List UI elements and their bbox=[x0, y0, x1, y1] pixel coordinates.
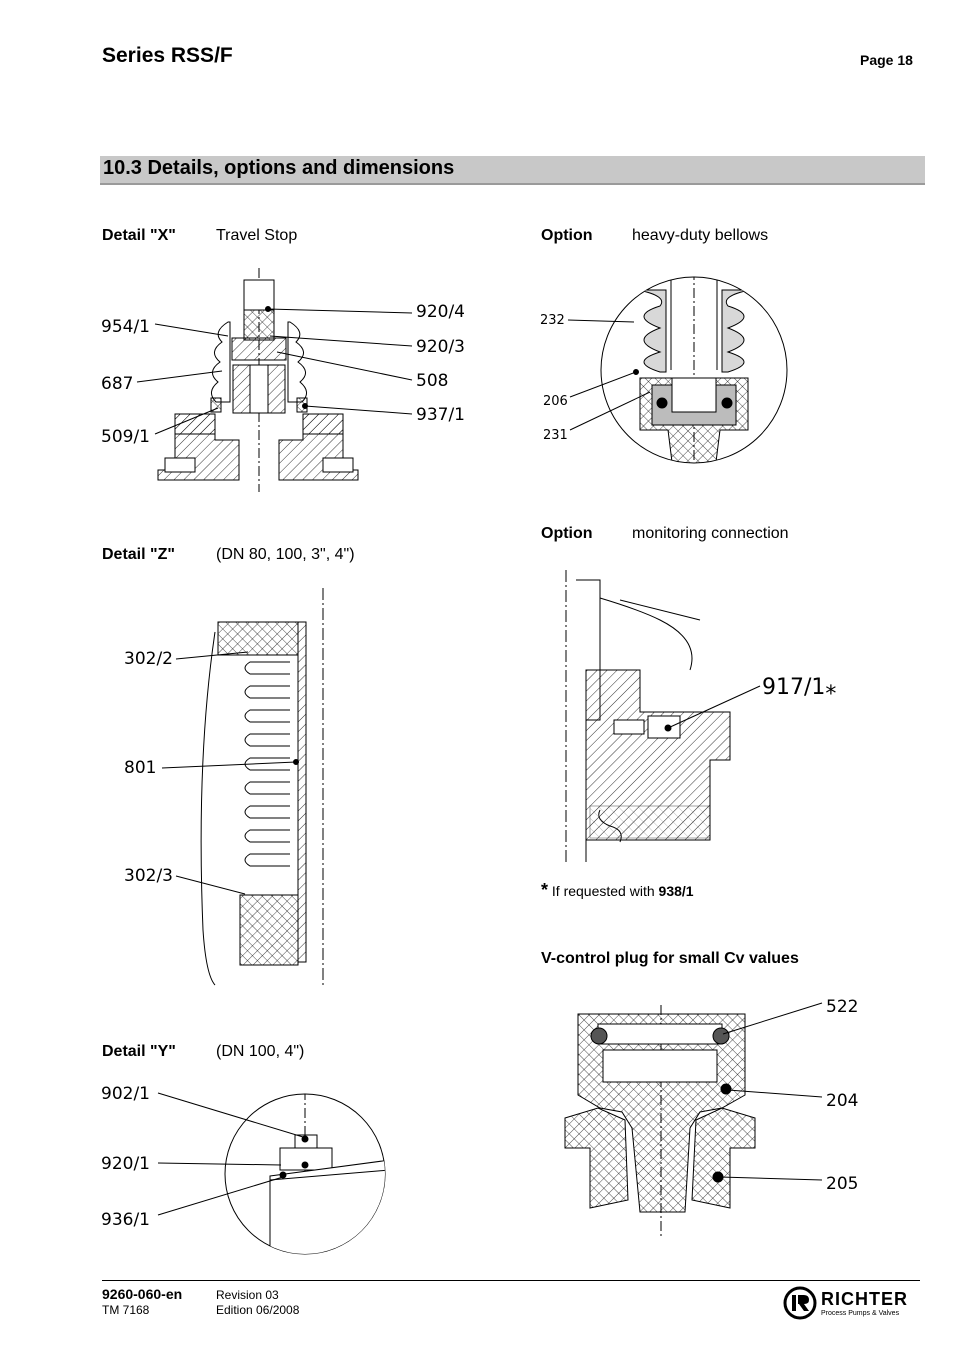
v-part-205: 205 bbox=[826, 1174, 859, 1194]
b-part-206: 206 bbox=[543, 394, 568, 409]
x-part-937-1: 937/1 bbox=[416, 405, 465, 425]
z-part-302-3: 302/3 bbox=[124, 866, 173, 886]
richter-logo-icon bbox=[783, 1286, 817, 1320]
detail-y-drawing bbox=[158, 1090, 390, 1260]
option-monitor-label: Option bbox=[541, 525, 593, 542]
y-part-920-1: 920/1 bbox=[101, 1154, 150, 1174]
x-part-508: 508 bbox=[416, 371, 449, 391]
detail-z-desc: (DN 80, 100, 3", 4") bbox=[216, 546, 355, 563]
vcontrol-title: V-control plug for small Cv values bbox=[541, 950, 799, 967]
tm-number: TM 7168 bbox=[102, 1303, 150, 1317]
x-part-509-1: 509/1 bbox=[101, 427, 150, 447]
brand-name: RICHTER bbox=[821, 1289, 908, 1309]
revision: Revision 03 bbox=[216, 1288, 279, 1302]
footnote-text: If requested with bbox=[551, 883, 659, 899]
footnote-ref: 938/1 bbox=[658, 883, 694, 899]
v-part-522: 522 bbox=[826, 997, 859, 1017]
doc-number: 9260-060-en bbox=[102, 1286, 183, 1302]
detail-z-label: Detail "Z" bbox=[102, 546, 175, 563]
z-part-302-2: 302/2 bbox=[124, 649, 173, 669]
x-part-920-3: 920/3 bbox=[416, 337, 465, 357]
edition: Edition 06/2008 bbox=[216, 1303, 300, 1317]
option-monitor-drawing bbox=[566, 570, 760, 862]
b-part-231: 231 bbox=[543, 428, 568, 443]
richter-logo bbox=[783, 1286, 918, 1322]
section-title: 10.3 Details, options and dimensions bbox=[103, 157, 455, 179]
x-part-954-1: 954/1 bbox=[101, 317, 150, 337]
page-number: Page 18 bbox=[860, 52, 913, 68]
option-bellows-drawing bbox=[568, 270, 787, 475]
brand-tagline: Process Pumps & Valves bbox=[821, 1310, 900, 1317]
x-part-920-4: 920/4 bbox=[416, 302, 465, 322]
v-part-204: 204 bbox=[826, 1091, 859, 1111]
series-title: Series RSS/F bbox=[102, 44, 233, 67]
b-part-232: 232 bbox=[540, 313, 565, 328]
detail-z-drawing bbox=[162, 588, 323, 985]
option-bellows-label: Option bbox=[541, 227, 593, 244]
option-monitor-desc: monitoring connection bbox=[632, 525, 789, 542]
vcontrol-drawing bbox=[565, 1003, 822, 1238]
detail-x-drawing bbox=[137, 268, 412, 492]
option-bellows-desc: heavy-duty bellows bbox=[632, 227, 769, 244]
footnote-star: * bbox=[541, 880, 549, 900]
detail-y-label: Detail "Y" bbox=[102, 1043, 176, 1060]
x-part-687: 687 bbox=[101, 374, 134, 394]
detail-x-label: Detail "X" bbox=[102, 227, 176, 244]
m-part-917-1: 917/1⁎ bbox=[762, 675, 837, 700]
detail-y-desc: (DN 100, 4") bbox=[216, 1043, 305, 1060]
y-part-936-1: 936/1 bbox=[101, 1210, 150, 1230]
footer-rule bbox=[102, 1280, 920, 1281]
z-part-801: 801 bbox=[124, 758, 157, 778]
detail-x-desc: Travel Stop bbox=[216, 227, 298, 244]
y-part-902-1: 902/1 bbox=[101, 1084, 150, 1104]
